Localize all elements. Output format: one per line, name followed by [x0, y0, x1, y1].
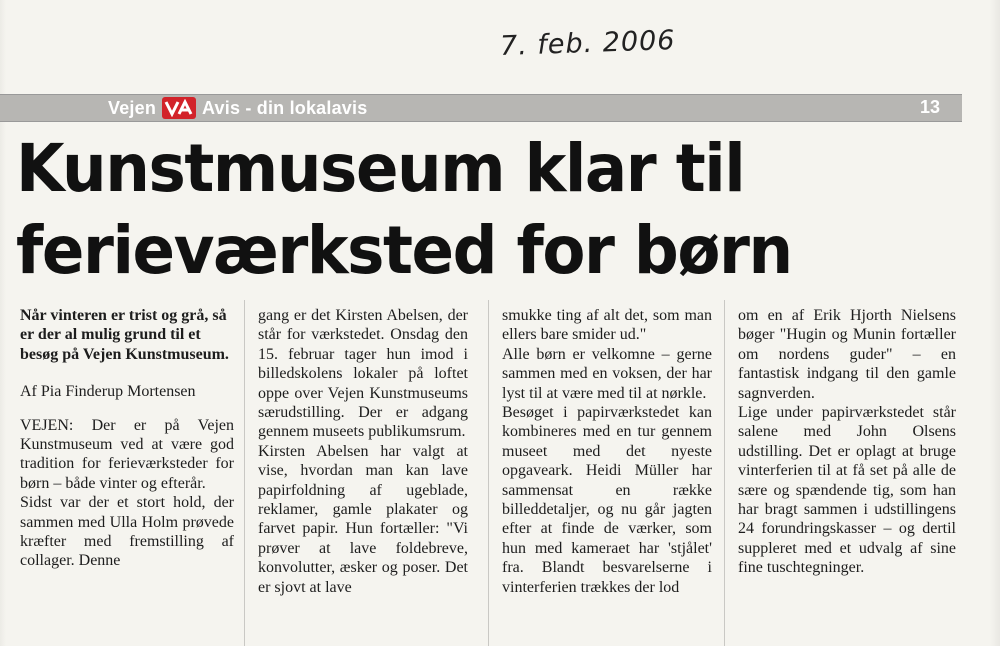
brand-right: Avis - din lokalavis: [202, 97, 368, 118]
newspaper-logo-icon: [162, 97, 196, 119]
paragraph: gang er det Kirsten Abelsen, der står for værkstedet. Onsdag den 15. februar tager hun imod i billedskolens lokaler på loftet oppe over Vejen Kunstmuseums særudstilling. Der er adgang gennem museets publikumsrum.: [258, 307, 468, 441]
handwritten-date: 7. feb. 2006: [499, 24, 676, 63]
masthead: [108, 96, 367, 120]
article-column-3: [502, 306, 712, 597]
paragraph: VEJEN: Der er på Vejen Kunstmuseum ved at være god tradition for ferieværksteder for børn – både vinter og efterår.: [20, 416, 234, 492]
paragraph: Alle børn er velkomne – gerne sammen med en voksen, der har lyst til at være med til at nørkle.: [502, 345, 712, 402]
paragraph: Sidst var der et stort hold, der sammen med Ulla Holm prøvede kræfter med fremstilling af collager. Denne: [20, 494, 234, 570]
page-number: 13: [919, 97, 940, 117]
column-rule: [724, 300, 725, 646]
paragraph: om en af Erik Hjorth Nielsens bøger "Hugin og Munin fortæller om nordens guder" – en fantastisk indgang til den gamle sagnverden.: [738, 307, 956, 402]
article-column-1: [20, 306, 234, 571]
headline-line-2: ferieværksted for børn: [16, 212, 792, 289]
logo-glyph: [164, 99, 194, 117]
headline-line-1: Kunstmuseum klar til: [16, 130, 745, 207]
headline: [16, 128, 928, 292]
brand-left: Vejen: [108, 97, 157, 118]
article-column-2: [258, 306, 468, 597]
paragraph: Besøget i papirværkstedet kan kombineres med en tur gennem museet med det nyeste opgaveark. Heidi Müller har sammensat en række billeddetaljer, og nu går jagten efter at finde de værker, som hun med kameraet har 'stjålet' fra. Blandt besvarelserne i vinterferien trækkes der lod: [502, 404, 712, 596]
header-bar: [0, 94, 962, 122]
paragraph: Lige under papirværkstedet står salene med John Olsens udstilling. Det er oplagt at bruge vinterferien til at få set på alle de sære og spændende tig, som han har bragt sammen i udstillingens 24 forundringskasser – og dertil suppleret med et udvalg af sine fine tuschtegninger.: [738, 404, 956, 577]
article-column-4: [738, 306, 956, 578]
article-lead: Når vinteren er trist og grå, så er der al mulig grund til et besøg på Vejen Kunstmuseum.: [20, 307, 229, 363]
paragraph: Kirsten Abelsen har valgt at vise, hvordan man kan lave papirfoldning af ugeblade, reklamer, gamle plakater og farvet papir. Hun fortæller: "Vi prøver at lave foldebreve, konvolutter, æsker og poser. Det er sjovt at lave: [258, 442, 468, 596]
column-rule: [244, 300, 245, 646]
paragraph: smukke ting af alt det, som man ellers bare smider ud.": [502, 307, 712, 344]
column-rule: [488, 300, 489, 646]
article-byline: Af Pia Finderup Mortensen: [20, 383, 196, 401]
